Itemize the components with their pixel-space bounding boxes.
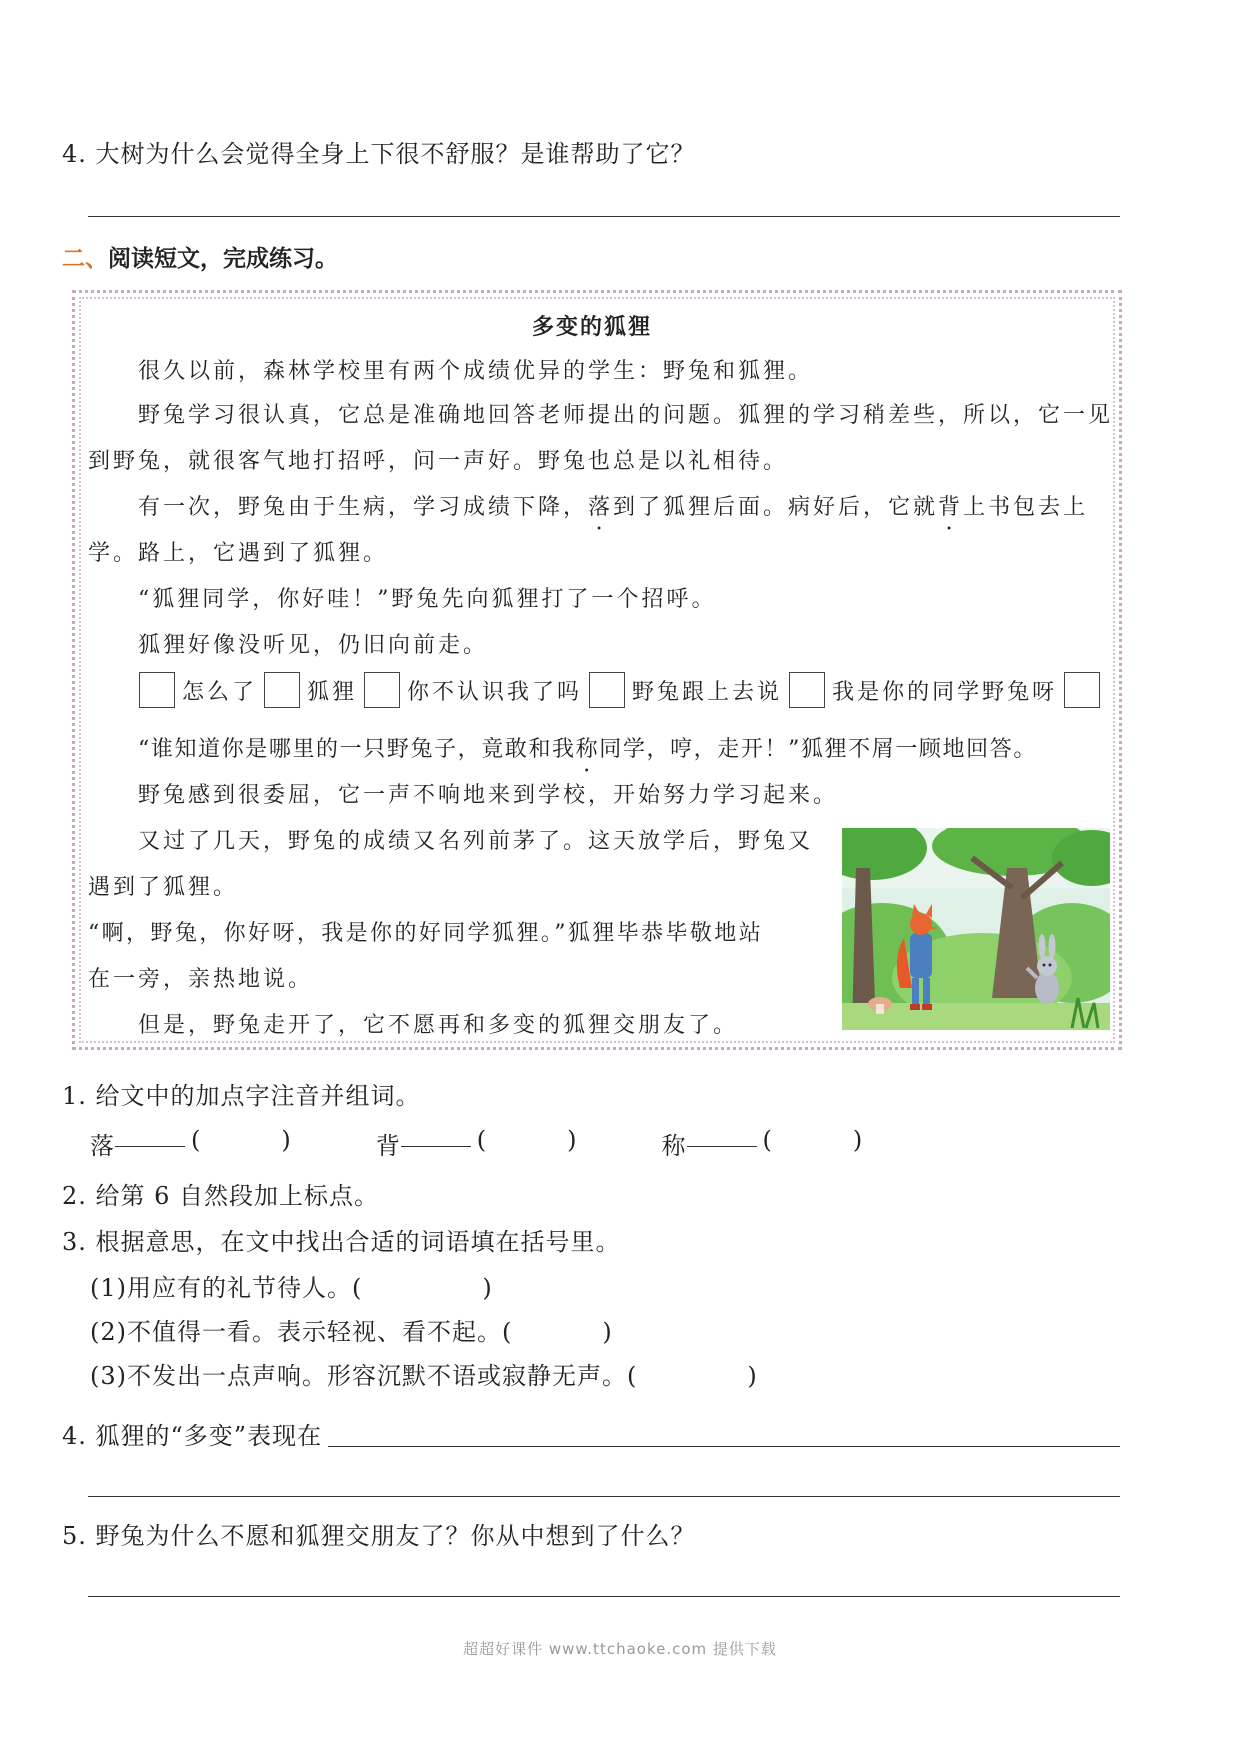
punctuation-box[interactable] [589, 672, 625, 708]
section-number: 二、 [62, 246, 108, 272]
passage-paragraph: “啊，野兔，你好呀，我是你的好同学狐狸。”狐狸毕恭毕敬地站 [88, 921, 764, 946]
passage-paragraph: 又过了几天，野兔的成绩又名列前茅了。这天放学后，野兔又 [138, 829, 814, 854]
punctuation-box[interactable] [789, 672, 825, 708]
question-3: 3. 根据意思，在文中找出合适的词语填在括号里。 [62, 1228, 621, 1256]
question-3-item-1 [90, 1268, 493, 1303]
paren-close: ) [482, 1274, 493, 1302]
word-field[interactable] [201, 1126, 281, 1161]
paren-open: ( [476, 1126, 488, 1154]
passage-paragraph: “狐狸同学，你好哇！”野兔先向狐狸打了一个招呼。 [138, 587, 717, 612]
paren-close: ) [852, 1126, 864, 1154]
passage-paragraph [138, 732, 1037, 763]
paren-open: ( [191, 1126, 202, 1154]
paren-close: ) [281, 1126, 292, 1154]
question-2: 2. 给第 6 自然段加上标点。 [62, 1182, 380, 1210]
text-run: 到了狐狸后面。病好后，它就 [613, 495, 939, 520]
paren-close: ) [567, 1126, 578, 1154]
pinyin-blank[interactable] [687, 1126, 757, 1147]
text-run: 有一次，野兔由于生病，学习成绩下降， [138, 495, 589, 520]
punctuation-paragraph [136, 672, 1103, 708]
text-run: 狐狸 [307, 679, 358, 705]
item-text: (3)不发出一点声响。形容沉默不语或寂静无声。( [90, 1362, 638, 1390]
question-3-item-3 [90, 1356, 758, 1391]
passage-paragraph: 遇到了狐狸。 [88, 875, 239, 900]
question-3-item-2 [90, 1312, 613, 1347]
punctuation-box[interactable] [1064, 672, 1100, 708]
text-run: 我是你的同学野兔呀 [832, 679, 1058, 705]
passage-paragraph: 很久以前，森林学校里有两个成绩优异的学生：野兔和狐狸。 [138, 359, 814, 384]
paren-open: ( [762, 1126, 773, 1154]
question-1: 1. 给文中的加点字注音并组词。 [62, 1082, 421, 1110]
pinyin-blank[interactable] [401, 1126, 471, 1147]
passage-paragraph: 但是，野兔走开了，它不愿再和多变的狐狸交朋友了。 [138, 1013, 739, 1038]
text-run: 上书包去上 [963, 495, 1089, 520]
item-text: (2)不值得一看。表示轻视、看不起。( [90, 1318, 513, 1346]
footer-watermark: 超超好课件 www.ttchaoke.com 提供下载 [463, 1640, 777, 1658]
text-run: 你不认识我了吗 [407, 679, 583, 705]
dotted-char-cheng: 称 [575, 737, 600, 762]
passage-paragraph: 野兔感到很委屈，它一声不响地来到学校，开始努力学习起来。 [138, 783, 839, 808]
word-field[interactable] [487, 1126, 567, 1161]
answer-line[interactable] [328, 1446, 1120, 1447]
passage-paragraph [138, 490, 1088, 521]
question-4: 4. 狐狸的“多变”表现在 [62, 1422, 323, 1450]
text-run: 野兔跟上去说 [632, 679, 783, 705]
passage-title: 多变的狐狸 [532, 315, 653, 340]
punctuation-box[interactable] [139, 672, 175, 708]
word-field[interactable] [773, 1126, 853, 1161]
answer-line[interactable] [88, 1496, 1120, 1497]
punctuation-box[interactable] [364, 672, 400, 708]
section-title: 阅读短文，完成练习。 [108, 246, 338, 272]
text-run: 怎么了 [182, 679, 258, 705]
passage-paragraph: 学。路上，它遇到了狐狸。 [88, 541, 389, 566]
dotted-char-bei: 背 [938, 495, 964, 520]
passage-paragraph: 在一旁，亲热地说。 [88, 967, 314, 992]
text-run: “谁知道你是哪里的一只野兔子，竟敢和我 [138, 737, 576, 762]
paren-close: ) [602, 1318, 613, 1346]
pinyin-blank[interactable] [115, 1126, 185, 1147]
item-text: (1)用应有的礼节待人。( [90, 1274, 363, 1302]
punctuation-box[interactable] [264, 672, 300, 708]
answer-line[interactable] [88, 216, 1120, 217]
question-5: 5. 野兔为什么不愿和狐狸交朋友了？你从中想到了什么？ [62, 1522, 696, 1550]
passage-paragraph: 野兔学习很认真，它总是准确地回答老师提出的问题。狐狸的学习稍差些，所以，它一见 [138, 403, 1114, 428]
paren-close: ) [747, 1362, 758, 1390]
text-run: 同学，哼，走开！”狐狸不屑一顾地回答。 [599, 737, 1037, 762]
char-luo: 落 [90, 1132, 115, 1160]
answer-line[interactable] [88, 1596, 1120, 1597]
char-bei: 背 [375, 1132, 401, 1160]
passage-paragraph: 狐狸好像没听见，仍旧向前走。 [138, 633, 489, 658]
section-header [62, 240, 338, 273]
passage-paragraph: 到野兔，就很客气地打招呼，问一声好。野兔也总是以礼相待。 [88, 449, 789, 474]
question-4-previous: 4. 大树为什么会觉得全身上下很不舒服？是谁帮助了它？ [62, 140, 696, 168]
dotted-char-luo: 落 [588, 495, 614, 520]
forest-scene-image [842, 828, 1110, 1030]
char-cheng: 称 [661, 1132, 687, 1160]
question-1-answers [90, 1126, 863, 1161]
fox-rabbit-illustration [842, 828, 1110, 1030]
